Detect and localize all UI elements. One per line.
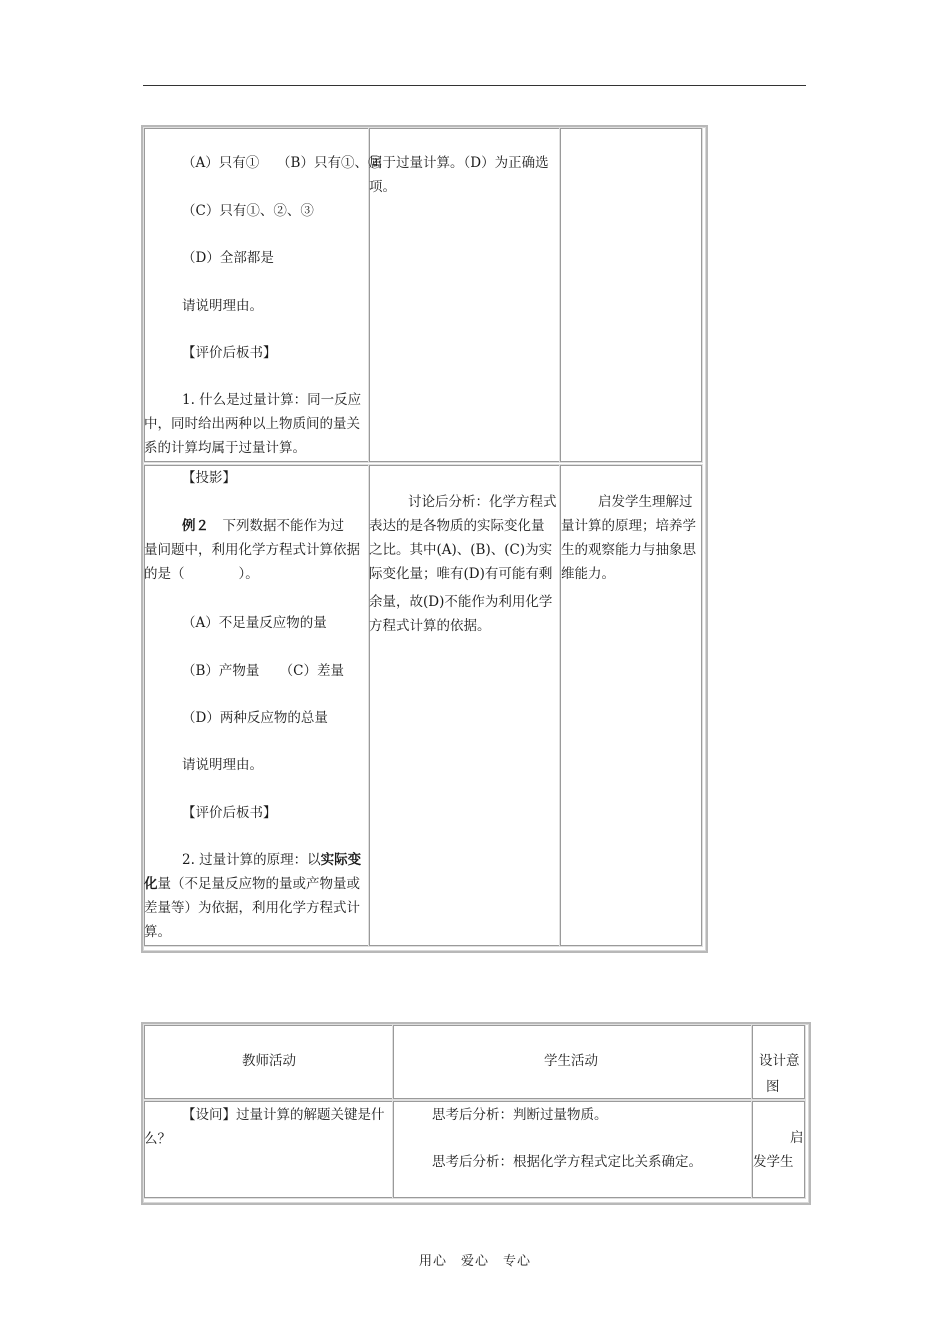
note-line (182, 851, 361, 869)
example-line: 的是（ ）。 (144, 566, 259, 582)
example-text: 下列数据不能作为过 (209, 518, 344, 534)
note-emphasis: 实际变 (320, 852, 362, 868)
header-student-activity: 学生活动 (544, 1053, 598, 1069)
example-label: 例２ (182, 518, 209, 534)
t1-r2-intent-cell (560, 465, 702, 946)
header-design-intent: 图 (766, 1079, 780, 1095)
reason-prompt: 请说明理由。 (182, 298, 263, 314)
projection-label: 【投影】 (182, 470, 236, 486)
header-design-intent: 设计意 (759, 1053, 800, 1069)
option-a: （A）不足量反应物的量 (182, 615, 327, 631)
student-analysis-line: 之比。其中(A)、(B)、(C)为实 (369, 542, 553, 558)
board-title: 【评价后板书】 (182, 805, 277, 821)
option-ab: （A）只有① （B）只有①、② (182, 155, 382, 171)
student-analysis-line: 余量，故(D)不能作为利用化学 (369, 594, 553, 610)
student-analysis-line: 属于过量计算。（D）为正确选 (369, 155, 549, 171)
note-line: 差量等）为依据，利用化学方程式计 (144, 900, 360, 916)
t1-r2-student-cell (369, 465, 560, 946)
option-d: （D）两种反应物的总量 (182, 710, 328, 726)
option-c: （C）只有①、②、③ (182, 203, 314, 219)
example-line: 量问题中，利用化学方程式计算依据 (144, 542, 360, 558)
header-rule (143, 85, 806, 86)
option-d: （D）全部都是 (182, 250, 274, 266)
intent-line: 发学生 (753, 1154, 794, 1170)
t1-r1-student-cell (369, 128, 560, 462)
reason-prompt: 请说明理由。 (182, 757, 263, 773)
t1-r1-intent-cell (560, 128, 702, 462)
note-line: 系的计算均属于过量计算。 (144, 440, 306, 456)
intent-line: 量计算的原理；培养学 (561, 518, 696, 534)
note-line (144, 875, 360, 893)
student-analysis-line: 际变化量；唯有(D)有可能有剩 (369, 566, 553, 582)
intent-line: 维能力。 (561, 566, 615, 582)
student-analysis-line: 方程式计算的依据。 (369, 618, 491, 634)
example-line (182, 517, 344, 535)
t2-r1-intent-cell (752, 1101, 805, 1198)
student-analysis-line: 表达的是各物质的实际变化量 (369, 518, 545, 534)
teacher-question: 么？ (144, 1131, 171, 1147)
note-line: 1. 什么是过量计算：同一反应 (182, 392, 362, 408)
t1-r1-teacher-cell (144, 128, 369, 462)
student-analysis-line: 思考后分析：判断过量物质。 (432, 1107, 608, 1123)
intent-line: 启发学生理解过 (598, 494, 693, 510)
header-teacher-activity: 教师活动 (242, 1053, 296, 1069)
option-bc: （B）产物量 （C）差量 (182, 663, 344, 679)
student-analysis-line: 项。 (369, 179, 396, 195)
t1-r2-teacher-cell (144, 465, 369, 946)
note-text: 量（不足量反应物的量或产物量或 (157, 876, 360, 892)
student-analysis-line: 思考后分析：根据化学方程式定比关系确定。 (432, 1154, 702, 1170)
note-line: 中，同时给出两种以上物质间的量关 (144, 416, 360, 432)
note-text: 2. 过量计算的原理：以 (182, 852, 321, 868)
intent-line: 启 (790, 1130, 804, 1146)
note-line: 算。 (144, 924, 171, 940)
student-analysis-line: 讨论后分析：化学方程式 (408, 494, 557, 510)
teacher-question: 【设问】过量计算的解题关键是什 (182, 1107, 385, 1123)
board-title: 【评价后板书】 (182, 345, 277, 361)
intent-line: 生的观察能力与抽象思 (561, 542, 696, 558)
note-emphasis: 化 (144, 876, 158, 892)
page-footer: 用心 爱心 专心 (418, 1254, 531, 1269)
